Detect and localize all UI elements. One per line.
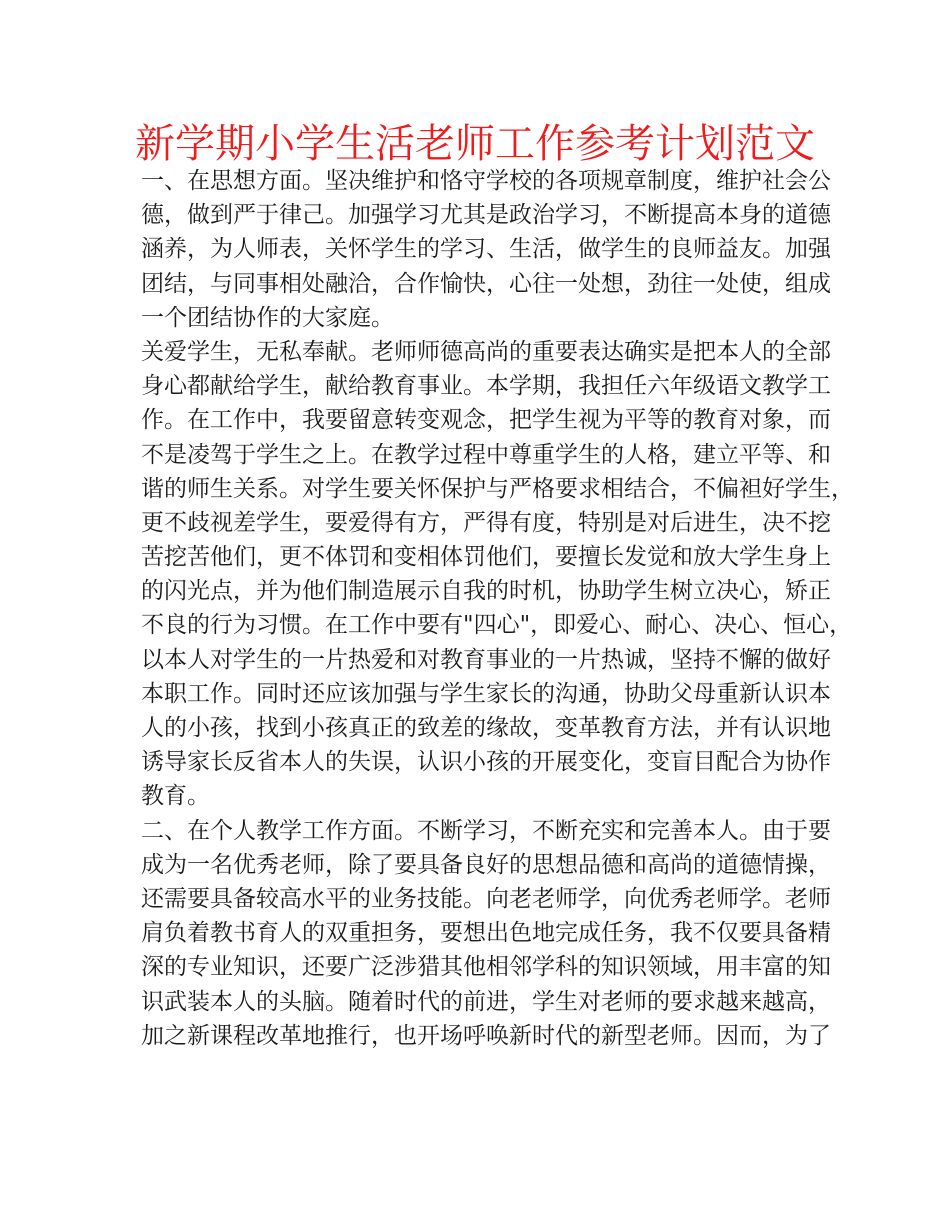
body-line: 二、在个人教学工作方面。不断学习，不断充实和完善本人。由于要 <box>141 817 831 844</box>
body-line: 成为一名优秀老师，除了要具备良好的思想品德和高尚的道德情操， <box>141 851 831 878</box>
body-line: 本职工作。同时还应该加强与学生家长的沟通，协助父母重新认识本 <box>141 680 831 707</box>
body-line: 以本人对学生的一片热爱和对教育事业的一片热诚，坚持不懈的做好 <box>141 646 831 673</box>
body-line: 一、在思想方面。坚决维护和恪守学校的各项规章制度，维护社会公 <box>141 168 831 194</box>
body-line: 作。在工作中，我要留意转变观念，把学生视为平等的教育对象，而 <box>141 407 831 434</box>
body-line: 识武装本人的头脑。随着时代的前进，学生对老师的要求越来越高， <box>141 988 831 1015</box>
body-line: 的闪光点，并为他们制造展示自我的时机，协助学生树立决心，矫正 <box>141 578 831 605</box>
body-line: 不是凌驾于学生之上。在教学过程中尊重学生的人格，建立平等、和 <box>141 441 831 468</box>
body-line: 团结，与同事相处融洽，合作愉快，心往一处想，劲往一处使，组成 <box>141 270 831 297</box>
body-line: 涵养，为人师表，关怀学生的学习、生活，做学生的良师益友。加强 <box>141 236 831 263</box>
document-body <box>141 164 854 1053</box>
document-title: 新学期小学生活老师工作参考计划范文 <box>135 121 815 167</box>
body-line: 更不歧视差学生，要爱得有方，严得有度，特别是对后进生，决不挖 <box>141 509 831 536</box>
body-line: 关爱学生，无私奉献。老师师德高尚的重要表达确实是把本人的全部 <box>141 338 831 365</box>
body-line: 肩负着教书育人的双重担务，要想出色地完成任务，我不仅要具备精 <box>141 920 831 947</box>
body-line: 诱导家长反省本人的失误，认识小孩的开展变化，变盲目配合为协作 <box>141 749 831 776</box>
body-line: 苦挖苦他们，更不体罚和变相体罚他们，要擅长发觉和放大学生身上 <box>141 544 831 571</box>
body-line: 德，做到严于律己。加强学习尤其是政治学习，不断提高本身的道德 <box>141 202 831 229</box>
body-line: 不良的行为习惯。在工作中要有"四心"，即爱心、耐心、决心、恒心， <box>141 612 853 639</box>
body-line: 加之新课程改革地推行，也开场呼唤新时代的新型老师。因而，为了 <box>141 1022 831 1049</box>
body-line: 人的小孩，找到小孩真正的致差的缘故，变革教育方法，并有认识地 <box>141 715 831 741</box>
body-line: 教育。 <box>141 783 210 810</box>
body-line: 一个团结协作的大家庭。 <box>141 304 394 331</box>
body-line: 深的专业知识，还要广泛涉猎其他相邻学科的知识领域，用丰富的知 <box>141 954 831 981</box>
body-line: 还需要具备较高水平的业务技能。向老老师学，向优秀老师学。老师 <box>141 885 831 912</box>
body-line: 身心都献给学生，献给教育事业。本学期，我担任六年级语文教学工 <box>141 373 831 400</box>
body-line: 谐的师生关系。对学生要关怀保护与严格要求相结合，不偏袒好学生， <box>141 475 854 502</box>
